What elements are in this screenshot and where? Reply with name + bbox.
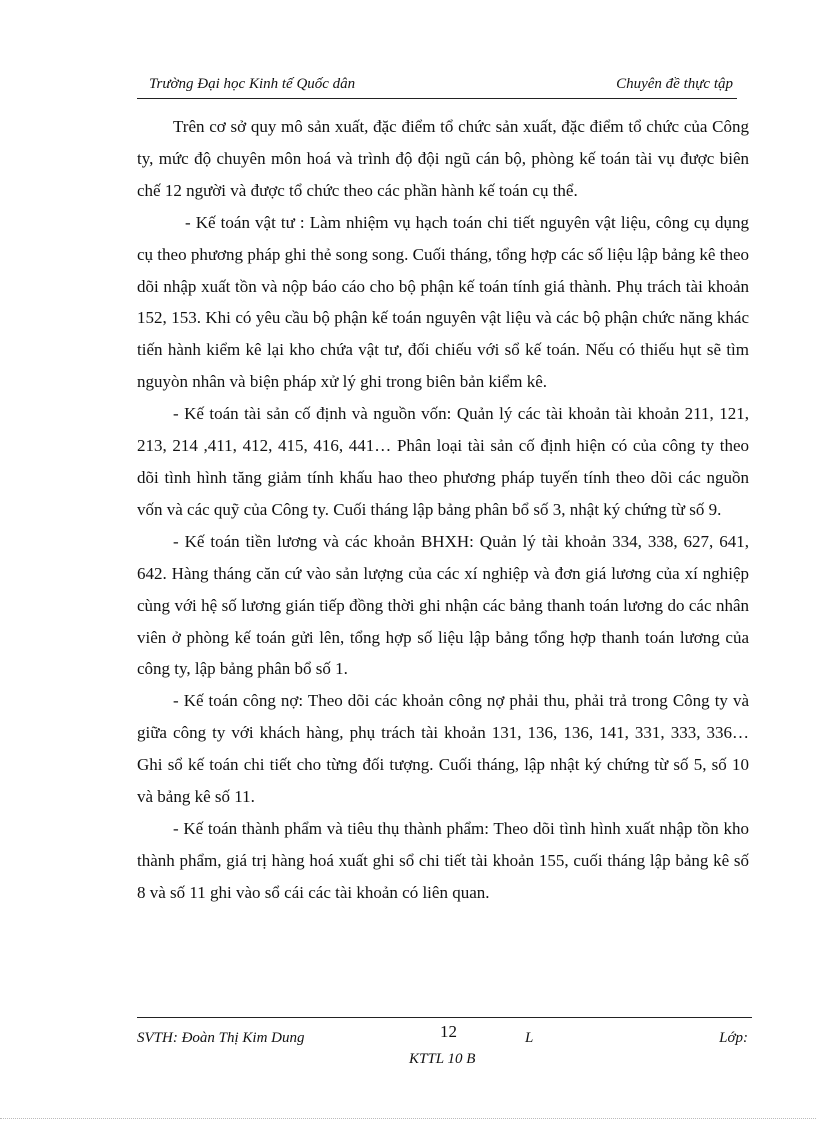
paragraph-fixed-assets: - Kế toán tài sản cố định và nguồn vốn: Quản lý các tài khoản tài khoản 211, 121, 213, 214 ,411, 412, 415, 416, 441… Phân loại tài sản cố định hiện có của công ty theo dõi tình hình tăng giảm tính khấu hao theo phương pháp tuyến tính theo dõi các nguồn vốn và các quỹ của Công ty. Cuối tháng lập bảng phân bổ số 3, nhật ký chứng từ số 9. — [137, 404, 749, 519]
page-number: 12 — [440, 1022, 457, 1041]
page-bottom-dotted-border — [0, 1118, 816, 1119]
footer-student-name: SVTH: Đoàn Thị Kim Dung — [137, 1030, 305, 1046]
page-header — [137, 74, 737, 99]
paragraph-materials-accounting: - Kế toán vật tư : Làm nhiệm vụ hạch toán chi tiết nguyên vật liệu, công cụ dụng cụ theo phương pháp ghi thẻ song song. Cuối tháng, tổng hợp các số liệu lập bảng kê theo dõi nhập xuất tồn và nộp báo cáo cho bộ phận kế toán tính giá thành. Phụ trách tài khoản 152, 153. Khi có yêu cầu bộ phận kế toán nguyên vật liệu và các bộ phận chức năng khác tiến hành kiểm kê lại kho chứa vật tư, đối chiếu với sổ kế toán. Nếu có thiếu hụt sẽ tìm nguyòn nhân và biện pháp xử lý ghi trong biên bản kiểm kê. — [137, 212, 749, 392]
footer-class-name: KTTL 10 B — [409, 1051, 476, 1067]
footer-l-mark: L — [525, 1030, 534, 1046]
footer-divider — [137, 1017, 752, 1018]
header-university: Trường Đại học Kinh tế Quốc dân — [149, 76, 356, 92]
page-footer — [137, 1020, 752, 1080]
paragraph-payroll: - Kế toán tiền lương và các khoản BHXH: Quản lý tài khoản 334, 338, 627, 641, 642. Hàng tháng căn cứ vào sản lượng của các xí nghiệp và đơn giá lương của xí nghiệp cùng với hệ số lương gián tiếp đồng thời ghi nhận các bảng thanh toán lương do các nhân viên ở phòng kế toán gửi lên, tổng hợp số liệu lập bảng tổng hợp thanh toán lương của công ty, lập bảng phân bổ số 1. — [137, 531, 749, 679]
document-body — [137, 111, 749, 909]
paragraph-receivables: - Kế toán công nợ: Theo dõi các khoản công nợ phải thu, phải trả trong Công ty và giữa công ty với khách hàng, phụ trách tài khoản 131, 136, 136, 141, 331, 333, 336… Ghi sổ kế toán chi tiết cho từng đối tượng. Cuối tháng, lập nhật ký chứng từ số 5, số 10 và bảng kê số 11. — [137, 691, 749, 807]
paragraph-intro: Trên cơ sở quy mô sản xuất, đặc điểm tổ chức sản xuất, đặc điểm tổ chức của Công ty, mức độ chuyên môn hoá và trình độ đội ngũ cán bộ, phòng kế toán tài vụ được biên chế 12 người và được tổ chức theo các phần hành kế toán cụ thể. — [137, 117, 749, 200]
footer-class-label: Lớp: — [719, 1030, 748, 1046]
paragraph-finished-goods: - Kế toán thành phẩm và tiêu thụ thành phẩm: Theo dõi tình hình xuất nhập tồn kho thành phẩm, giá trị hàng hoá xuất ghi sổ chi tiết tài khoản 155, cuối tháng lập bảng kê số 8 và số 11 ghi vào sổ cái các tài khoản có liên quan. — [137, 818, 749, 902]
header-report-type: Chuyên đề thực tập — [616, 76, 733, 92]
